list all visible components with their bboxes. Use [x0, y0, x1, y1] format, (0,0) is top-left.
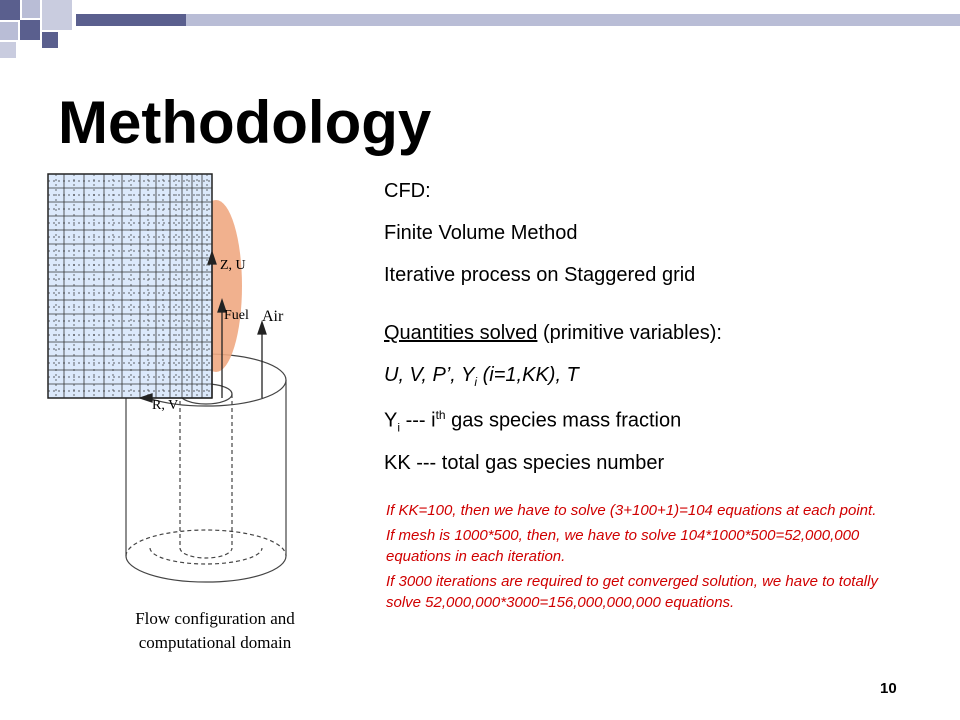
figure-caption: [100, 607, 330, 655]
yi-sub: i: [397, 420, 401, 435]
yi-definition: [384, 408, 681, 435]
cfd-process: Iterative process on Staggered grid: [384, 264, 696, 286]
note-equations-per-iteration: If mesh is 1000*500, then, we have to solve 104*1000*500=52,000,000 equations in each iteration.: [386, 527, 860, 565]
variables-suffix: (i=1,KK), T: [477, 364, 579, 386]
variables-prefix: U, V, P’, Y: [384, 364, 475, 386]
corner-square-4: [0, 22, 18, 40]
corner-square-5: [20, 20, 40, 40]
corner-square-6: [0, 42, 16, 58]
corner-square-2: [22, 0, 40, 18]
top-bar-accent: [76, 14, 186, 26]
label-r-v: R, V: [152, 398, 179, 413]
corner-square-3: [42, 0, 72, 30]
cfd-method: Finite Volume Method: [384, 222, 578, 244]
top-bar: [76, 14, 960, 26]
caption-line-1: Flow configuration and: [135, 609, 295, 628]
yi-sup: th: [435, 408, 446, 422]
label-fuel: Fuel: [224, 308, 249, 323]
kk-definition: KK --- total gas species number: [384, 452, 665, 474]
note-equations-per-point: If KK=100, then we have to solve (3+100+1)=104 equations at each point.: [386, 502, 877, 519]
notes-block: [386, 500, 896, 617]
variables-line: [384, 364, 579, 389]
note-total-equations: If 3000 iterations are required to get converged solution, we have to totally solve 52,000,000*3000=156,000,000,000 equations.: [386, 573, 878, 611]
yi-suffix: gas species mass fraction: [445, 409, 682, 432]
yi-mid: --- i: [400, 409, 436, 432]
yi-prefix: Y: [384, 409, 398, 432]
quantities-heading-rest: (primitive variables):: [537, 322, 722, 344]
page-number: 10: [880, 680, 897, 697]
computational-grid: [48, 174, 212, 398]
quantities-heading-underlined: Quantities solved: [384, 322, 538, 344]
label-air: Air: [262, 308, 284, 325]
quantities-heading: [384, 322, 722, 345]
cfd-heading: CFD:: [384, 180, 431, 202]
variables-sub: i: [474, 375, 478, 389]
slide-title: Methodology: [58, 89, 432, 156]
corner-square-1: [0, 0, 20, 20]
flow-diagram: [40, 168, 340, 588]
label-z-u: Z, U: [220, 258, 246, 273]
caption-line-2: computational domain: [138, 633, 292, 652]
corner-square-7: [42, 32, 58, 48]
